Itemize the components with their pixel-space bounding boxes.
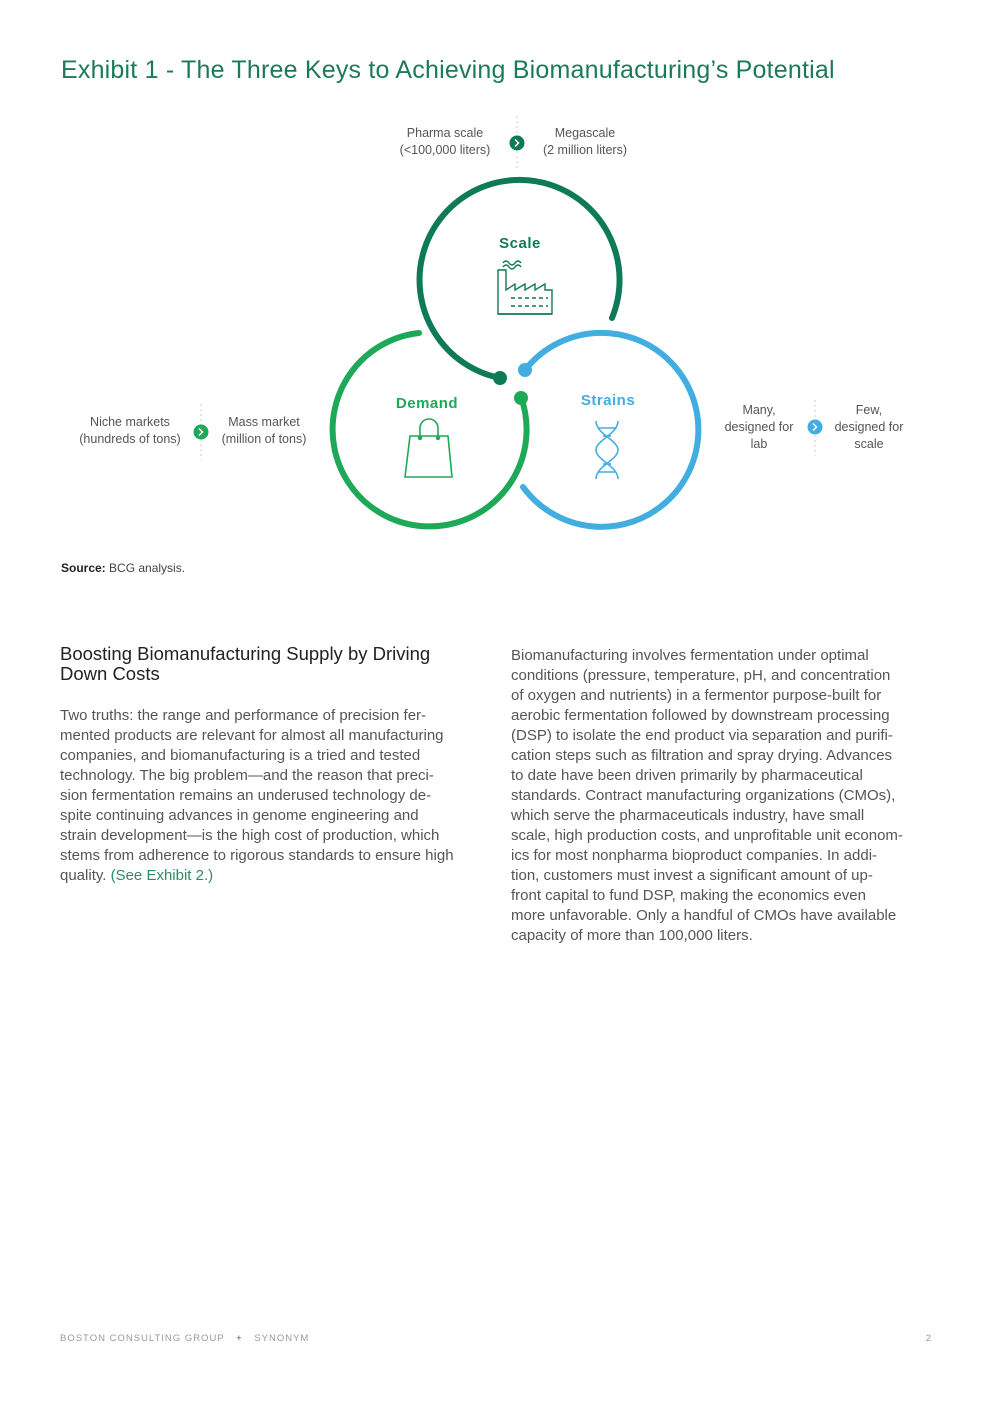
- left-paragraph: Two truths: the range and performance of precision fer- mented products are relevant for almost all manufacturing companies, and biomanufacturing is a tried and tested technology. The big problem—and the reason that preci- sion fermentation remains an underused technology de- spite continuing advances in genome engineering and strain development—is the high cost of production, which stems from adherence to rigorous standards to ensure high quality. (See Exhibit 2.): [60, 707, 454, 884]
- strains-ring: [518, 333, 698, 527]
- scale-title: Scale: [499, 235, 541, 252]
- source-note: Source: BCG analysis.: [61, 561, 186, 575]
- see-exhibit-2-link[interactable]: (See Exhibit 2.): [110, 867, 214, 884]
- scale-ring: [420, 180, 620, 385]
- factory-icon: [498, 261, 552, 314]
- scale-to-label: Megascale (2 million liters): [542, 126, 628, 157]
- scale-arrow-icon: [510, 136, 525, 151]
- strains-arrow-icon: [808, 420, 823, 435]
- demand-to-label: Mass market (million of tons): [221, 415, 307, 446]
- demand-ring: [333, 333, 528, 526]
- page-number: 2: [925, 1333, 932, 1344]
- dna-icon: [596, 421, 618, 479]
- scale-from-label: Pharma scale (<100,000 liters): [399, 126, 491, 157]
- right-paragraph: Biomanufacturing involves fermentation under optimal conditions (pressure, temperature, pH, and concentration of oxygen and nutrients) in a fermentor purpose-built for aerobic fermentation followed by downstream processing (DSP) to isolate the end product via separation and purifi- cation steps such as filtration and spray drying. Advances to date have been driven primarily by pharmaceutical standards. Contract manufacturing organizations (CMOs), which serve the pharmaceuticals industry, have small scale, high production costs, and unprofitable unit econom- ics for most nonpharma bioproduct companies. In addi- tion, customers must invest a significant amount of up- front capital to fund DSP, making the economics even more unfavorable. Only a handful of CMOs have available capacity of more than 100,000 liters.: [511, 647, 903, 944]
- demand-arrow-icon: [194, 425, 209, 440]
- strains-title: Strains: [580, 392, 636, 409]
- three-keys-diagram: [0, 110, 992, 550]
- footer-org: BOSTON CONSULTING GROUP + SYNONYM: [60, 1333, 310, 1344]
- strains-to-label: Few, designed for scale: [834, 403, 904, 451]
- shopping-bag-icon: [405, 419, 452, 477]
- exhibit-title: Exhibit 1 - The Three Keys to Achieving Biomanufacturing’s Potential: [61, 56, 835, 84]
- demand-title: Demand: [395, 395, 459, 412]
- section-heading: Boosting Biomanufacturing Supply by Driving Down Costs: [60, 643, 431, 684]
- venn-rings: [0, 110, 992, 550]
- strains-from-label: Many, designed for lab: [724, 403, 794, 451]
- demand-from-label: Niche markets (hundreds of tons): [79, 415, 181, 446]
